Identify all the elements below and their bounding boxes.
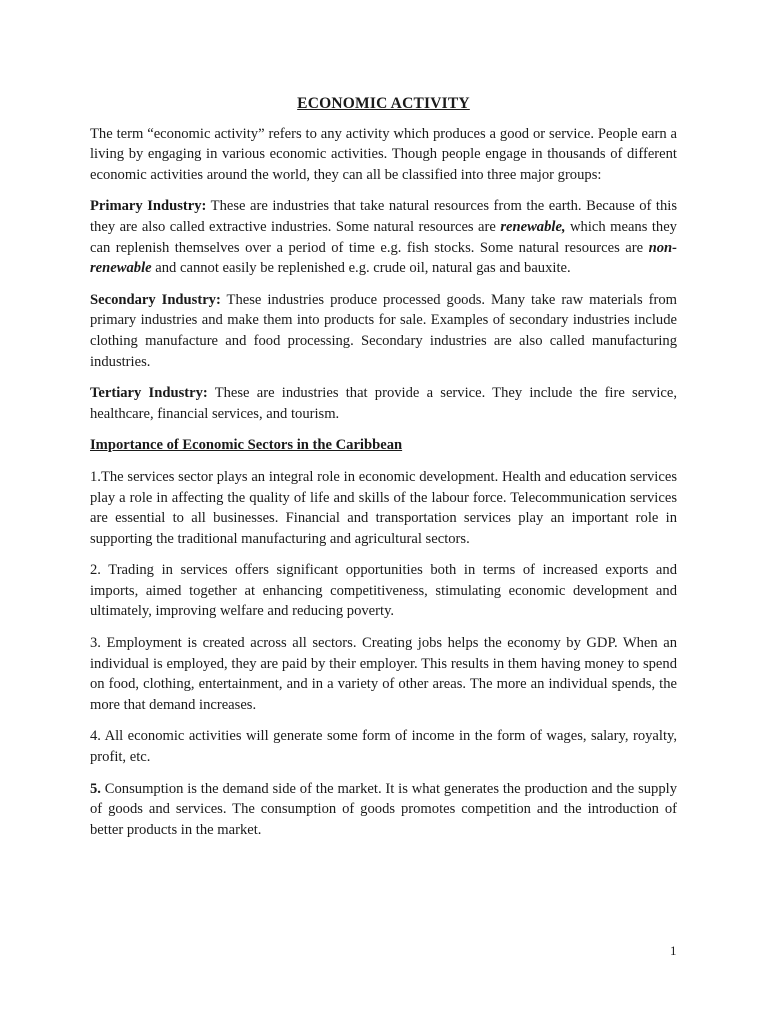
- secondary-industry-text: These industries produce processed goods. Many take raw materials from primary industries and make them into products for sale. Examples of secondary industries include clothing manufacture and food processing. Secondary industries are also called manufacturing industries.: [90, 291, 677, 370]
- primary-industry-text-b: which means they can replenish themselves over a period of time e.g. fish stocks. Some natural resources are: [90, 218, 677, 256]
- point-4-paragraph: 4. All economic activities will generate some form of income in the form of wages, salary, royalty, profit, etc.: [90, 728, 677, 766]
- non-renewable-term: non-renewable: [90, 239, 677, 277]
- primary-industry-text-c: and cannot easily be replenished e.g. crude oil, natural gas and bauxite.: [151, 260, 571, 277]
- point-5-text: Consumption is the demand side of the market. It is what generates the production and the supply of goods and services. The consumption of goods promotes competition and the introduction of better products in the market.: [90, 780, 677, 838]
- point-1-paragraph: 1.The services sector plays an integral role in economic development. Health and education services play a role in affecting the quality of life and skills of the labour force. Telecommunication services are essential to all businesses. Financial and transportation services play an important role in supporting the traditional manufacturing and agricultural sectors.: [90, 468, 677, 547]
- document-page: [90, 94, 677, 851]
- primary-industry-paragraph: [90, 196, 677, 278]
- point-3-paragraph: 3. Employment is created across all sectors. Creating jobs helps the economy by GDP. When an individual is employed, they are paid by their employer. This results in them having money to spend on food, clothing, entertainment, and in a variety of other areas. The more an individual spends, the more that demand increases.: [90, 635, 677, 713]
- tertiary-industry-text: These are industries that provide a service. They include the fire service, healthcare, financial services, and tourism.: [90, 385, 677, 422]
- point-5-label: 5.: [90, 780, 101, 797]
- secondary-industry-paragraph: [90, 290, 677, 372]
- page-number: 1: [670, 943, 677, 958]
- intro-paragraph: The term “economic activity” refers to any activity which produces a good or service. People earn a living by engaging in various economic activities. Though people engage in thousands of different economic activities around the world, they can all be classified into three major groups:: [90, 125, 677, 183]
- document-title: ECONOMIC ACTIVITY: [297, 95, 470, 112]
- primary-industry-label: Primary Industry:: [90, 198, 207, 215]
- tertiary-industry-paragraph: [90, 383, 677, 424]
- primary-industry-text-a: These are industries that take natural resources from the earth. Because of this they are also called extractive industries. Some natural resources are: [90, 198, 677, 235]
- tertiary-industry-label: Tertiary Industry:: [90, 385, 208, 402]
- point-5-paragraph: [90, 779, 677, 841]
- importance-heading: Importance of Economic Sectors in the Caribbean: [90, 437, 403, 454]
- renewable-term: renewable,: [500, 218, 566, 235]
- secondary-industry-label: Secondary Industry:: [90, 291, 221, 308]
- point-2-paragraph: 2. Trading in services offers significant opportunities both in terms of increased exports and imports, aimed together at enhancing competitiveness, stimulating economic development and ultimately, improving welfare and reducing poverty.: [90, 562, 677, 620]
